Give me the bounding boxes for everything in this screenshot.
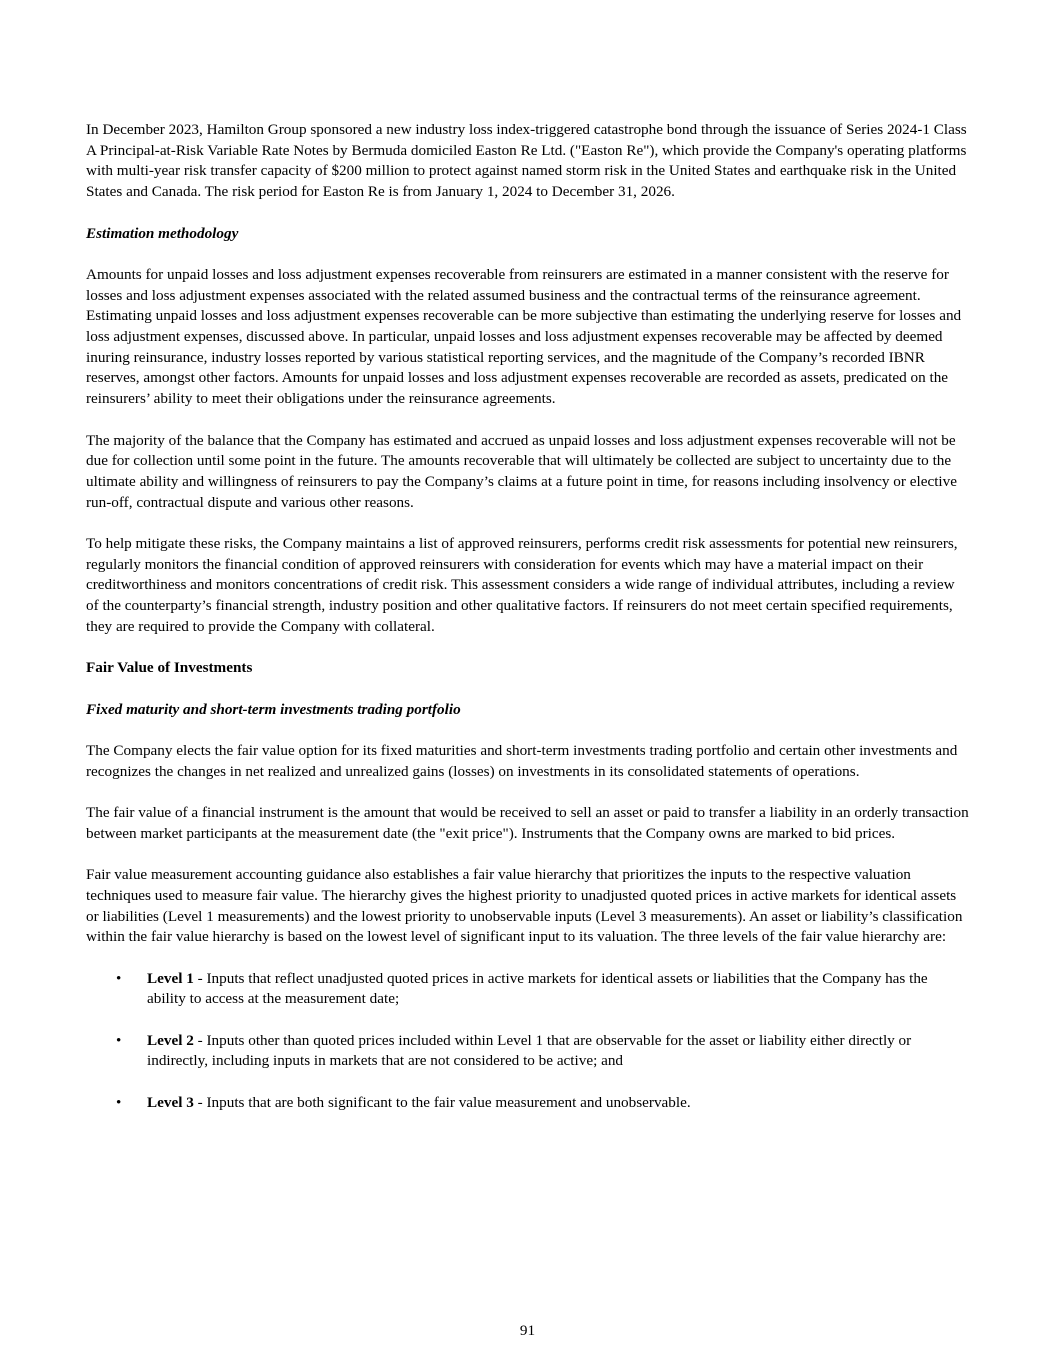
heading-estimation-methodology: Estimation methodology <box>86 224 239 242</box>
level-description: - Inputs that reflect unadjusted quoted prices in active markets for identical assets or liabilities that the Company has the ability to access at the measurement date; <box>147 969 928 1008</box>
list-item-level-1 <box>86 969 970 1010</box>
paragraph-estimation-body: Amounts for unpaid losses and loss adjustment expenses recoverable from reinsurers are estimated in a manner consistent with the reserve for losses and loss adjustment expenses associated with the related assumed business and the contractual terms of the reinsurance agreement. Estimating unpaid losses and loss adjustment expenses recoverable can be more subjective than estimating the underlying reserve for losses and loss adjustment expenses, discussed above. In particular, unpaid losses and loss adjustment expenses recoverable may be affected by deemed inuring reinsurance, industry losses reported by various statistical reporting services, and the magnitude of the Company’s recorded IBNR reserves, amongst other factors. Amounts for unpaid losses and loss adjustment expenses recoverable are recorded as assets, predicated on the reinsurers’ ability to meet their obligations under the reinsurance agreements. <box>86 265 962 408</box>
list-item-level-2 <box>86 1031 970 1072</box>
paragraph-hierarchy: Fair value measurement accounting guidance also establishes a fair value hierarchy that prioritizes the inputs to the respective valuation techniques used to measure fair value. The hierarchy gives the highest priority to unadjusted quoted prices in active markets for identical assets or liabilities (Level 1 measurements) and the lowest priority to unobservable inputs (Level 3 measurements). An asset or liability’s classification within the fair value hierarchy is based on the lowest level of significant input to its valuation. The three levels of the fair value hierarchy are: <box>86 866 963 946</box>
fair-value-levels-list <box>86 969 970 1114</box>
paragraph-majority-balance: The majority of the balance that the Company has estimated and accrued as unpaid losses and loss adjustment expenses recoverable will not be due for collection until some point in the future. The amounts recoverable that will ultimately be collected are subject to uncertainty due to the ultimate ability and willingness of reinsurers to pay the Company’s claims at a future point in time, for reasons including insolvency or elective run-off, contractual dispute and various other reasons. <box>86 431 957 511</box>
paragraph-easton-re: In December 2023, Hamilton Group sponsored a new industry loss index-triggered catastrophe bond through the issuance of Series 2024-1 Class A Principal-at-Risk Variable Rate Notes by Bermuda domiciled Easton Re Ltd. ("Easton Re"), which provide the Company's operating platforms with multi-year risk transfer capacity of $200 million to protect against named storm risk in the United States and earthquake risk in the United States and Canada. The risk period for Easton Re is from January 1, 2024 to December 31, 2026. <box>86 121 967 201</box>
document-page <box>86 120 970 1134</box>
paragraph-mitigate-risks: To help mitigate these risks, the Company maintains a list of approved reinsurers, performs credit risk assessments for potential new reinsurers, regularly monitors the financial condition of approved reinsurers with consideration for events which may have a material impact on their creditworthiness and monitors concentrations of credit risk. This assessment considers a wide range of individual attributes, including a review of the counterparty’s financial strength, industry position and other qualitative factors. If reinsurers do not meet certain specified requirements, they are required to provide the Company with collateral. <box>86 535 958 635</box>
bullet-icon: • <box>116 1093 122 1111</box>
level-description: - Inputs other than quoted prices included within Level 1 that are observable for the asset or liability either directly or indirectly, including inputs in markets that are not considered to be active; and <box>147 1031 912 1070</box>
level-name: Level 1 <box>147 969 194 987</box>
level-description: - Inputs that are both significant to the fair value measurement and unobservable. <box>193 1093 691 1111</box>
bullet-icon: • <box>116 969 122 987</box>
level-name: Level 3 <box>147 1093 194 1111</box>
paragraph-fair-value-option: The Company elects the fair value option for its fixed maturities and short-term investments trading portfolio and certain other investments and recognizes the changes in net realized and unrealized gains (losses) on investments in its consolidated statements of operations. <box>86 741 958 780</box>
heading-fixed-maturity: Fixed maturity and short-term investments trading portfolio <box>86 700 461 718</box>
bullet-icon: • <box>116 1031 122 1049</box>
heading-fair-value-of-investments: Fair Value of Investments <box>86 659 253 677</box>
page-number: 91 <box>519 1322 536 1339</box>
level-name: Level 2 <box>147 1031 194 1049</box>
list-item-level-3 <box>86 1093 970 1114</box>
paragraph-exit-price: The fair value of a financial instrument is the amount that would be received to sell an asset or paid to transfer a liability in an orderly transaction between market participants at the measurement date (the "exit price"). Instruments that the Company owns are marked to bid prices. <box>86 804 969 842</box>
